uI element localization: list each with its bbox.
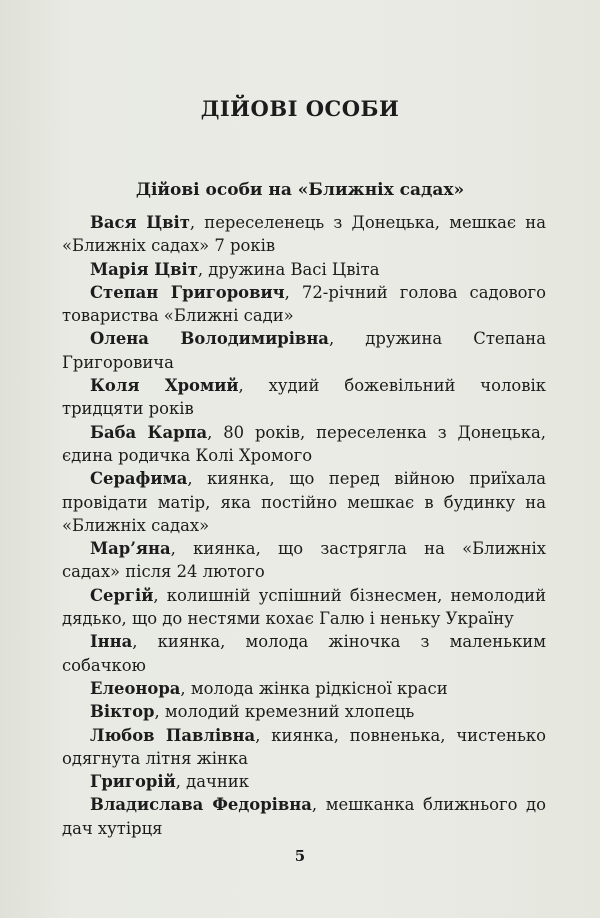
character-name: Елеонора	[90, 678, 181, 698]
character-name: Сергій	[90, 585, 154, 605]
section-title: Дійові особи на «Ближніх садах»	[135, 180, 465, 200]
character-name: Мар’яна	[90, 539, 171, 559]
character-entry	[62, 724, 546, 771]
page-title: ДІЙОВІ ОСОБИ	[200, 96, 400, 121]
character-description: , киянка, що застрягла на «Ближніх садах» після 24 лютого	[62, 539, 546, 582]
character-description: , колишній успішний бізнесмен, немолодий дядько, що до нестями кохає Галю і неньку Україну	[62, 585, 546, 629]
character-name: Олена Володимирівна	[90, 329, 329, 349]
character-entry	[62, 421, 546, 468]
character-name: Серафима	[90, 469, 188, 489]
character-description: , киянка, молода жіночка з маленьким собачкою	[62, 632, 546, 675]
character-description: , молодий кремезний хлопець	[154, 702, 415, 722]
character-name: Вася Цвіт	[90, 213, 190, 232]
character-entry	[62, 537, 546, 584]
character-entry	[62, 793, 546, 840]
character-entry	[62, 281, 546, 328]
character-entry	[62, 374, 546, 421]
character-description: , киянка, що перед війною приїхала провідати матір, яка постійно мешкає в будинку на «Ближніх садах»	[62, 469, 546, 535]
character-description: , дружина Степана Григоровича	[62, 329, 546, 372]
character-description: , молода жінка рідкісної краси	[180, 678, 448, 698]
character-name: Віктор	[90, 702, 155, 722]
character-name: Інна	[90, 632, 133, 652]
character-name: Марія Цвіт	[90, 259, 198, 279]
character-entry	[62, 258, 546, 281]
character-description: , 72-річний голова садового товариства «Ближні сади»	[62, 282, 547, 326]
character-entry	[62, 584, 546, 631]
character-entry	[62, 211, 546, 258]
character-list	[62, 211, 546, 840]
character-name: Владислава Федорівна	[90, 795, 312, 815]
page-number: 5	[294, 847, 306, 865]
character-entry	[62, 700, 546, 723]
character-description: , киянка, повненька, чистенько одягнута літня жінка	[62, 725, 546, 768]
character-description: , дружина Васі Цвіта	[197, 259, 380, 279]
character-description: , дачник	[175, 772, 249, 792]
character-description: , переселенець з Донецька, мешкає на «Ближніх садах» 7 років	[62, 213, 546, 256]
character-entry	[62, 630, 546, 677]
character-name: Коля Хромий	[90, 376, 239, 396]
character-name: Любов Павлівна	[90, 725, 256, 745]
character-description: , худий божевільний чоловік тридцяти років	[62, 376, 546, 419]
character-entry	[62, 677, 546, 700]
character-description: , 80 років, переселенка з Донецька, єдина родичка Колі Хромого	[62, 422, 546, 465]
character-name: Степан Григорович	[90, 282, 285, 302]
character-description: , мешканка ближнього до дач хутірця	[62, 795, 547, 838]
character-name: Григорій	[90, 772, 176, 792]
character-entry	[62, 327, 546, 374]
character-entry	[62, 467, 546, 537]
character-name: Баба Карпа	[90, 422, 208, 442]
character-entry	[62, 770, 546, 793]
